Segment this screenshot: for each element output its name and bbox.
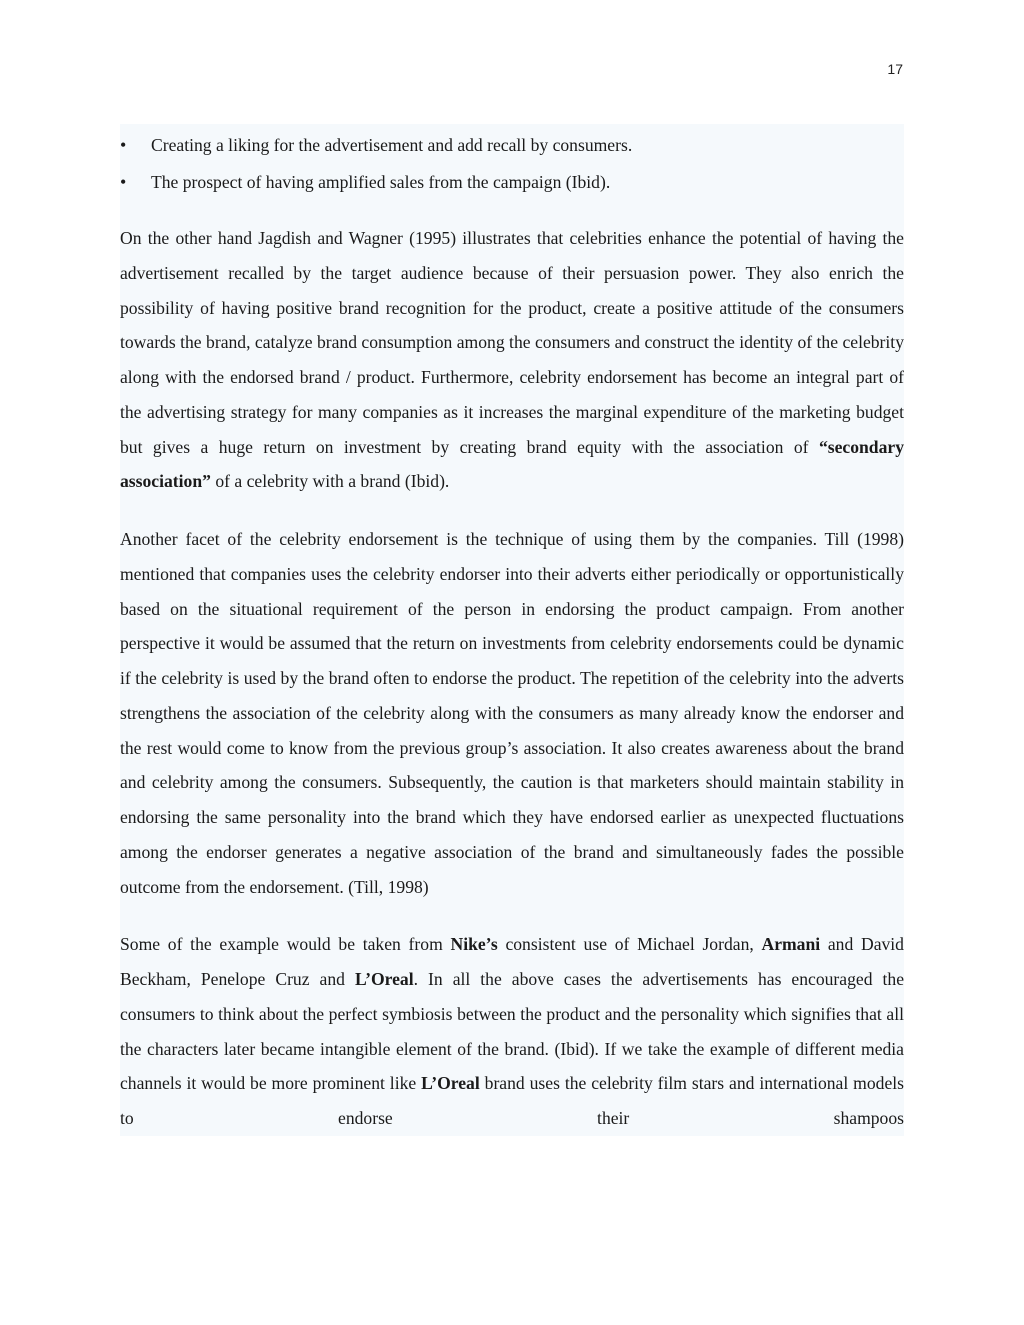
text-run: and David Beckham, Penelope Cruz and [120, 934, 904, 989]
text-run: consistent use of Michael Jordan, [497, 934, 762, 955]
bold-brand-nike: Nike’s [450, 934, 498, 955]
bold-brand-armani: Armani [761, 934, 821, 955]
paragraph-endorsement-technique: Another facet of the celebrity endorsement is the technique of using them by the companies. Till (1998) mentioned that companies uses the celebrity endorser into their adverts either periodically or opportunistically based on the situational requirement of the person in endorsing the product campaign. From another perspective it would be assumed that the return on investments from celebrity endorsements could be dynamic if the celebrity is used by the brand often to endorse the product. The repetition of the celebrity into the adverts strengthens the association of the celebrity along with the consumers as many already know the endorser and the rest would come to know from the previous group’s association. It also creates awareness about the brand and celebrity among the consumers. Subsequently, the caution is that marketers should maintain stability in endorsing the same personality into the brand which they have endorsed earlier as unexpected fluctuations among the endorser generates a negative association of the brand and simultaneously fades the possible outcome from the endorsement. (Till, 1998) [120, 529, 904, 897]
text-run: Some of the example would be taken from [120, 934, 451, 955]
text-run: of a celebrity with a brand (Ibid). [210, 471, 450, 492]
text-run: brand uses the celebrity film stars and international models to endorse their shampoos [120, 1073, 904, 1128]
text-run: On the other hand Jagdish and Wagner (1995) illustrates that celebrities enhance the potential of having the advertisement recalled by the target audience because of their persuasion power. They also enrich the possibility of having positive brand recognition for the product, create a positive attitude of the consumers towards the brand, catalyze brand consumption among the consumers and construct the identity of the celebrity along with the endorsed brand / product. Furthermore, celebrity endorsement has become an integral part of the advertising strategy for many companies as it increases the marginal expenditure of the marketing budget but gives a huge return on investment by creating brand equity with the association of [120, 228, 904, 457]
text-run: . In all the above cases the advertisements has encouraged the consumers to think about the perfect symbiosis between the product and the personality which signifies that all the characters later became intangible element of the brand. (Ibid). If we take the example of different media channels it would be more prominent like [120, 969, 905, 1094]
bold-brand-loreal: L’Oreal [421, 1073, 480, 1094]
bold-brand-loreal: L’Oreal [354, 969, 414, 989]
paragraph-celebrity-recall [120, 221, 904, 499]
document-body [120, 124, 904, 1136]
bullet-item: • Creating a liking for the advertisement and add recall by consumers. [120, 127, 904, 164]
page-number: 17 [887, 61, 903, 77]
bold-term-secondary-association: “secondary association” [120, 436, 904, 492]
bullet-item: • The prospect of having amplified sales from the campaign (Ibid). [120, 164, 904, 201]
paragraph-brand-examples [120, 927, 904, 1136]
bullet-list [120, 124, 904, 201]
